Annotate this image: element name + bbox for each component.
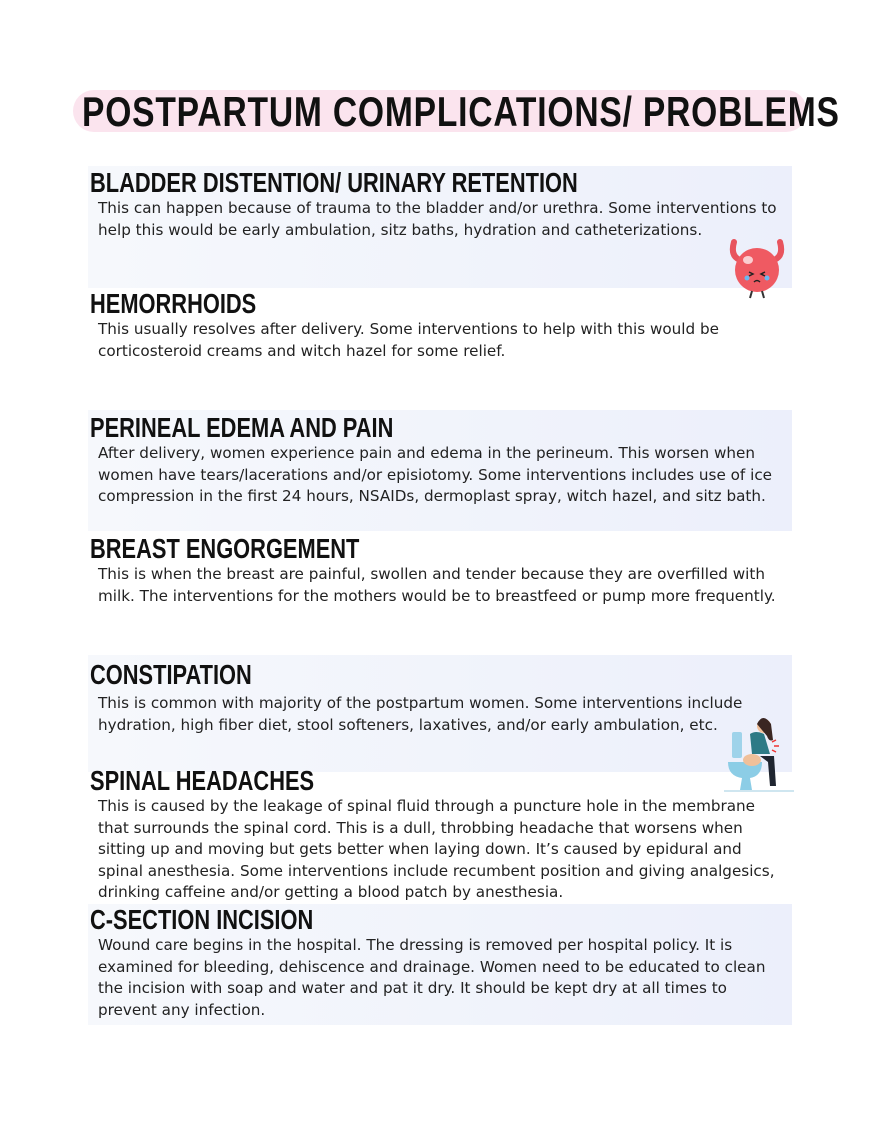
- section-body: This is caused by the leakage of spinal fluid through a puncture hole in the membrane that surrounds the spinal cord. This is a dull, throbbing headache that worsens when sitting up and moving but gets better when laying down. It’s caused by epidural and spinal anesthesia. Some interventions include recumbent position and giving analgesics, drinking caffeine and/or getting a blood patch by anesthesia.: [98, 797, 775, 902]
- section-hemorrhoids: [90, 289, 790, 362]
- section-body: After delivery, women experience pain and edema in the perineum. This worsen when women have tears/lacerations and/or episiotomy. Some interventions includes use of ice compression in the first 24 hours, NSAIDs, dermoplast spray, witch hazel, and sitz bath.: [98, 444, 773, 506]
- section-body: This is when the breast are painful, swollen and tender because they are overfilled with milk. The interventions for the mothers would be to breastfeed or pump more frequently.: [98, 565, 776, 605]
- section-bladder-distention: [90, 168, 790, 241]
- section-spinal-headaches: [90, 766, 790, 904]
- section-body: This usually resolves after delivery. Some interventions to help with this would be corticosteroid creams and witch hazel for some relief.: [98, 320, 719, 360]
- section-heading: CONSTIPATION: [90, 659, 252, 690]
- section-body: This can happen because of trauma to the bladder and/or urethra. Some interventions to help this would be early ambulation, sitz baths, hydration and catheterizations.: [98, 199, 777, 239]
- bladder-illustration: [722, 238, 792, 300]
- section-breast-engorgement: [90, 534, 790, 607]
- section-body: Wound care begins in the hospital. The dressing is removed per hospital policy. It is examined for bleeding, dehiscence and drainage. Women need to be educated to clean the incision with soap and water and pat it dry. It should be kept dry at all times to prevent any infection.: [98, 936, 766, 1019]
- section-heading: C-SECTION INCISION: [90, 904, 314, 935]
- section-body: This is common with majority of the postpartum women. Some interventions include hydration, high fiber diet, stool softeners, laxatives, and/or early ambulation, etc.: [98, 694, 743, 734]
- section-perineal-edema: [90, 413, 790, 508]
- section-heading: BREAST ENGORGEMENT: [90, 533, 360, 564]
- section-constipation: [90, 660, 790, 736]
- section-heading: HEMORRHOIDS: [90, 288, 257, 319]
- section-heading: SPINAL HEADACHES: [90, 765, 315, 796]
- woman-on-toilet-illustration: [724, 712, 794, 796]
- section-heading: BLADDER DISTENTION/ URINARY RETENTION: [90, 167, 578, 198]
- section-c-section: [90, 905, 790, 1021]
- page-title: POSTPARTUM COMPLICATIONS/ PROBLEMS: [82, 88, 840, 135]
- section-heading: PERINEAL EDEMA AND PAIN: [90, 412, 394, 443]
